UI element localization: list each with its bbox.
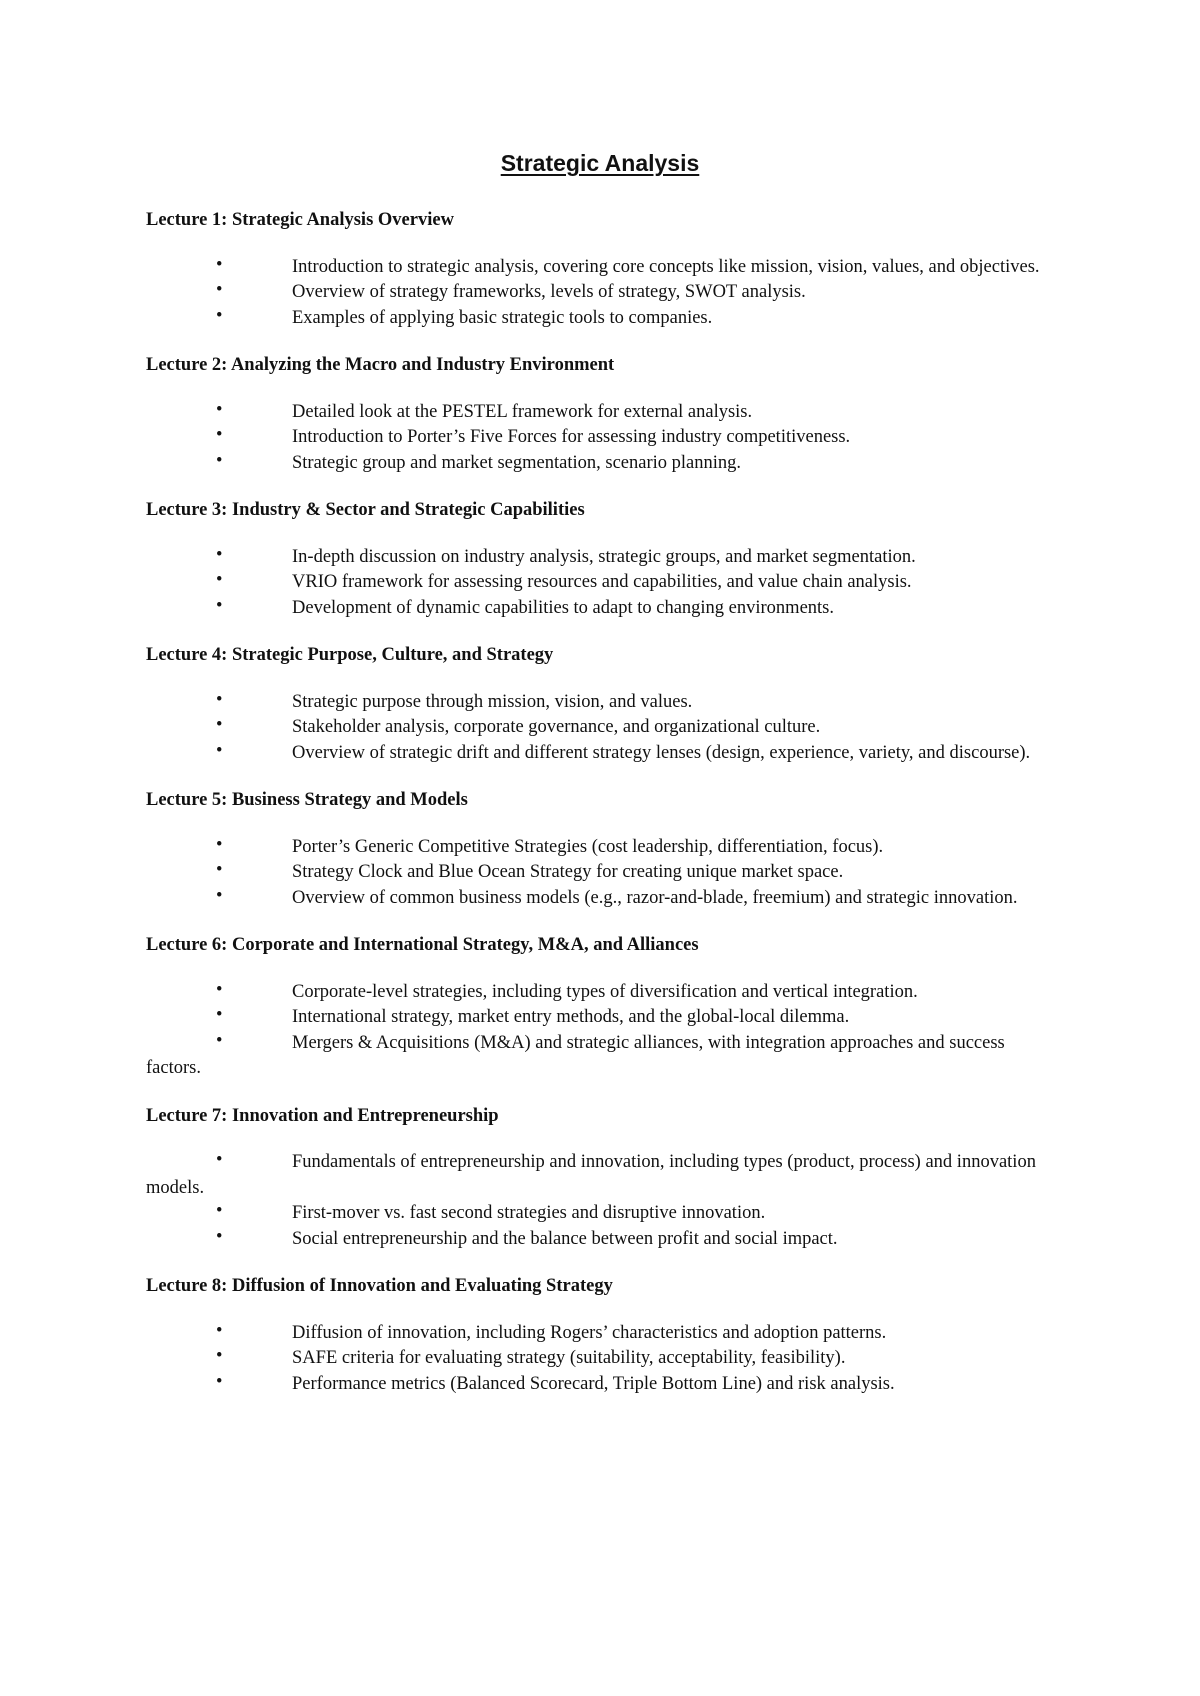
bullet-text: Porter’s Generic Competitive Strategies (cost leadership, differentiation, focus). (292, 836, 884, 857)
bullet-text: Development of dynamic capabilities to adapt to changing environments. (292, 597, 835, 618)
bullet-text: Overview of strategy frameworks, levels of strategy, SWOT analysis. (292, 282, 806, 302)
bullet-text: Introduction to strategic analysis, covering core concepts like mission, vision, values, and objectives. (292, 256, 1040, 277)
lecture-section (146, 933, 1064, 1082)
bullet-item (146, 280, 1064, 306)
bullet-item (146, 1031, 1064, 1082)
bullet-text: In-depth discussion on industry analysis, strategic groups, and market segmentation. (292, 546, 916, 567)
bullet-text: VRIO framework for assessing resources and capabilities, and value chain analysis. (292, 572, 912, 592)
lecture-section (146, 788, 1064, 911)
bullet-text: Strategic group and market segmentation, scenario planning. (292, 452, 742, 473)
bullet-text: SAFE criteria for evaluating strategy (suitability, acceptability, feasibility). (292, 1348, 846, 1368)
bullet-dot-icon: • (216, 254, 223, 275)
page-title: Strategic Analysis (500, 150, 700, 176)
bullet-text: Performance metrics (Balanced Scorecard, Triple Bottom Line) and risk analysis. (292, 1373, 895, 1394)
lecture-title: Lecture 1: Strategic Analysis Overview (146, 210, 454, 230)
bullet-item (146, 1150, 1064, 1201)
bullet-item (146, 1201, 1064, 1227)
bullet-item (146, 860, 1064, 886)
bullet-text: Stakeholder analysis, corporate governance, and organizational culture. (292, 717, 821, 737)
lecture-title: Lecture 5: Business Strategy and Models (146, 790, 468, 810)
bullet-text: Overview of common business models (e.g., razor-and-blade, freemium) and strategic innovation. (292, 887, 1018, 908)
bullet-item (146, 1227, 1064, 1253)
lecture-section (146, 498, 1064, 621)
bullet-text: Overview of strategic drift and different strategy lenses (design, experience, variety, and discourse). (292, 742, 1031, 763)
bullet-item (146, 980, 1064, 1006)
bullet-item (146, 545, 1064, 571)
bullet-item (146, 715, 1064, 741)
bullet-dot-icon: • (216, 399, 223, 420)
bullet-text: First-mover vs. fast second strategies and disruptive innovation. (292, 1203, 766, 1223)
bullet-item (146, 741, 1064, 767)
bullet-dot-icon: • (216, 885, 223, 906)
bullet-item (146, 1346, 1064, 1372)
lecture-title: Lecture 8: Diffusion of Innovation and Evaluating Strategy (146, 1276, 613, 1296)
bullet-item (146, 570, 1064, 596)
bullet-dot-icon: • (216, 425, 223, 445)
bullet-item (146, 1005, 1064, 1031)
bullet-text: Detailed look at the PESTEL framework for external analysis. (292, 401, 753, 422)
lecture-title: Lecture 6: Corporate and International Strategy, M&A, and Alliances (146, 935, 699, 955)
bullet-dot-icon: • (216, 979, 223, 1000)
bullet-dot-icon: • (216, 595, 223, 616)
lecture-title: Lecture 4: Strategic Purpose, Culture, and Strategy (146, 645, 554, 665)
lecture-title: Lecture 2: Analyzing the Macro and Industry Environment (146, 355, 615, 375)
lecture-section (146, 1104, 1064, 1253)
bullet-dot-icon: • (216, 1150, 223, 1170)
bullet-dot-icon: • (216, 1030, 223, 1051)
bullet-dot-icon: • (216, 740, 223, 761)
bullet-text: Examples of applying basic strategic tools to companies. (292, 307, 713, 328)
bullet-text: Corporate-level strategies, including types of diversification and vertical integration. (292, 981, 918, 1002)
bullet-text: International strategy, market entry methods, and the global-local dilemma. (292, 1007, 850, 1027)
bullet-dot-icon: • (216, 1005, 223, 1025)
bullet-dot-icon: • (216, 689, 223, 710)
bullet-dot-icon: • (216, 1371, 223, 1392)
bullet-dot-icon: • (216, 450, 223, 471)
bullet-dot-icon: • (216, 860, 223, 880)
lecture-section (146, 1274, 1064, 1397)
bullet-text: Diffusion of innovation, including Rogers’ characteristics and adoption patterns. (292, 1322, 887, 1343)
bullet-text: Fundamentals of entrepreneurship and innovation, including types (product, process) and innovation models. (146, 1152, 1036, 1198)
bullet-item (146, 255, 1064, 281)
bullet-item (146, 690, 1064, 716)
bullet-dot-icon: • (216, 1346, 223, 1366)
bullet-item (146, 400, 1064, 426)
bullet-item (146, 1321, 1064, 1347)
lecture-title: Lecture 7: Innovation and Entrepreneurship (146, 1105, 499, 1126)
lecture-list (146, 208, 1064, 1419)
bullet-dot-icon: • (216, 544, 223, 565)
lecture-section (146, 643, 1064, 766)
bullet-dot-icon: • (216, 715, 223, 735)
bullet-text: Social entrepreneurship and the balance between profit and social impact. (292, 1228, 838, 1249)
bullet-text: Strategic purpose through mission, vision, and values. (292, 691, 693, 712)
bullet-dot-icon: • (216, 834, 223, 855)
bullet-dot-icon: • (216, 305, 223, 326)
bullet-item (146, 306, 1064, 332)
lecture-section (146, 208, 1064, 331)
bullet-item (146, 1372, 1064, 1398)
bullet-dot-icon: • (216, 570, 223, 590)
lecture-title: Lecture 3: Industry & Sector and Strategic Capabilities (146, 500, 585, 520)
bullet-dot-icon: • (216, 1201, 223, 1221)
bullet-text: Introduction to Porter’s Five Forces for assessing industry competitiveness. (292, 427, 851, 447)
lecture-section (146, 353, 1064, 476)
bullet-item (146, 425, 1064, 451)
bullet-item (146, 596, 1064, 622)
bullet-text: Mergers & Acquisitions (M&A) and strategic alliances, with integration approaches and success factors. (146, 1032, 1005, 1078)
bullet-dot-icon: • (216, 280, 223, 300)
bullet-text: Strategy Clock and Blue Ocean Strategy for creating unique market space. (292, 862, 844, 882)
bullet-dot-icon: • (216, 1320, 223, 1341)
bullet-item (146, 451, 1064, 477)
bullet-item (146, 835, 1064, 861)
bullet-item (146, 886, 1064, 912)
bullet-dot-icon: • (216, 1226, 223, 1247)
